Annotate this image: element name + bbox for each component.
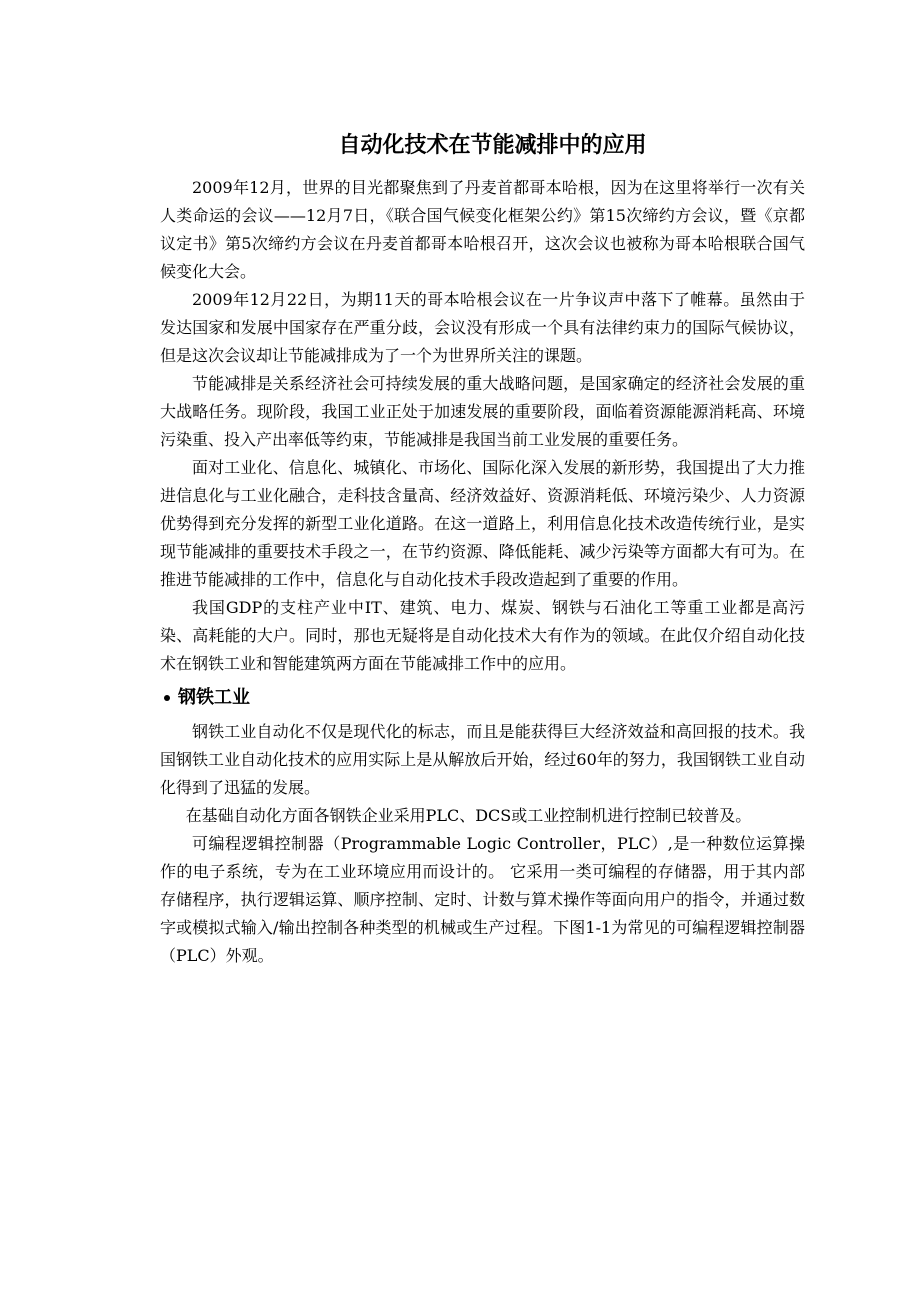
section-heading: [160, 682, 805, 714]
document-title: 自动化技术在节能减排中的应用: [338, 133, 647, 158]
document-page: [160, 130, 805, 970]
bullet-icon: [164, 695, 170, 701]
paragraph-intro-5: 我国GDP的支柱产业中IT、建筑、电力、煤炭、钢铁与石油化工等重工业都是高污染、高耗能的大户。同时，那也无疑将是自动化技术大有作为的领域。在此仅介绍自动化技术在钢铁工业和智能建筑两方面在节能减排工作中的应用。: [160, 598, 805, 673]
paragraph-intro-2: 2009年12月22日，为期11天的哥本哈根会议在一片争议声中落下了帷幕。虽然由于发达国家和发展中国家存在严重分歧，会议没有形成一个具有法律约束力的国际气候协议，但是这次会议却让节能减排成为了一个为世界所关注的课题。: [160, 290, 805, 365]
paragraph-section-3: 可编程逻辑控制器（Programmable Logic Controller，PLC）,是一种数位运算操作的电子系统，专为在工业环境应用而设计的。 它采用一类可编程的存储器，用于其内部存储程序，执行逻辑运算、顺序控制、定时、计数与算术操作等面向用户的指令，并通过数字或模拟式输入/输出控制各种类型的机械或生产过程。下图1-1为常见的可编程逻辑控制器（PLC）外观。: [160, 834, 805, 965]
paragraph-intro-1: 2009年12月，世界的目光都聚焦到了丹麦首都哥本哈根，因为在这里将举行一次有关人类命运的会议——12月7日，《联合国气候变化框架公约》第15次缔约方会议，暨《京都议定书》第5次缔约方会议在丹麦首都哥本哈根召开，这次会议也被称为哥本哈根联合国气候变化大会。: [160, 178, 805, 281]
paragraph-section-2: 在基础自动化方面各钢铁企业采用PLC、DCS或工业控制机进行控制已较普及。: [185, 806, 752, 825]
paragraph-intro-3: 节能减排是关系经济社会可持续发展的重大战略问题，是国家确定的经济社会发展的重大战略任务。现阶段，我国工业正处于加速发展的重要阶段，面临着资源能源消耗高、环境污染重、投入产出率低等约束，节能减排是我国当前工业发展的重要任务。: [160, 374, 805, 449]
paragraph-intro-4: 面对工业化、信息化、城镇化、市场化、国际化深入发展的新形势，我国提出了大力推进信息化与工业化融合，走科技含量高、经济效益好、资源消耗低、环境污染少、人力资源优势得到充分发挥的新型工业化道路。在这一道路上，利用信息化技术改造传统行业，是实现节能减排的重要技术手段之一，在节约资源、降低能耗、减少污染等方面都大有可为。在推进节能减排的工作中，信息化与自动化技术手段改造起到了重要的作用。: [160, 458, 805, 589]
paragraph-section-1: 钢铁工业自动化不仅是现代化的标志，而且是能获得巨大经济效益和高回报的技术。我国钢铁工业自动化技术的应用实际上是从解放后开始，经过60年的努力，我国钢铁工业自动化得到了迅猛的发展。: [160, 722, 805, 797]
section-heading-label: 钢铁工业: [178, 687, 250, 708]
